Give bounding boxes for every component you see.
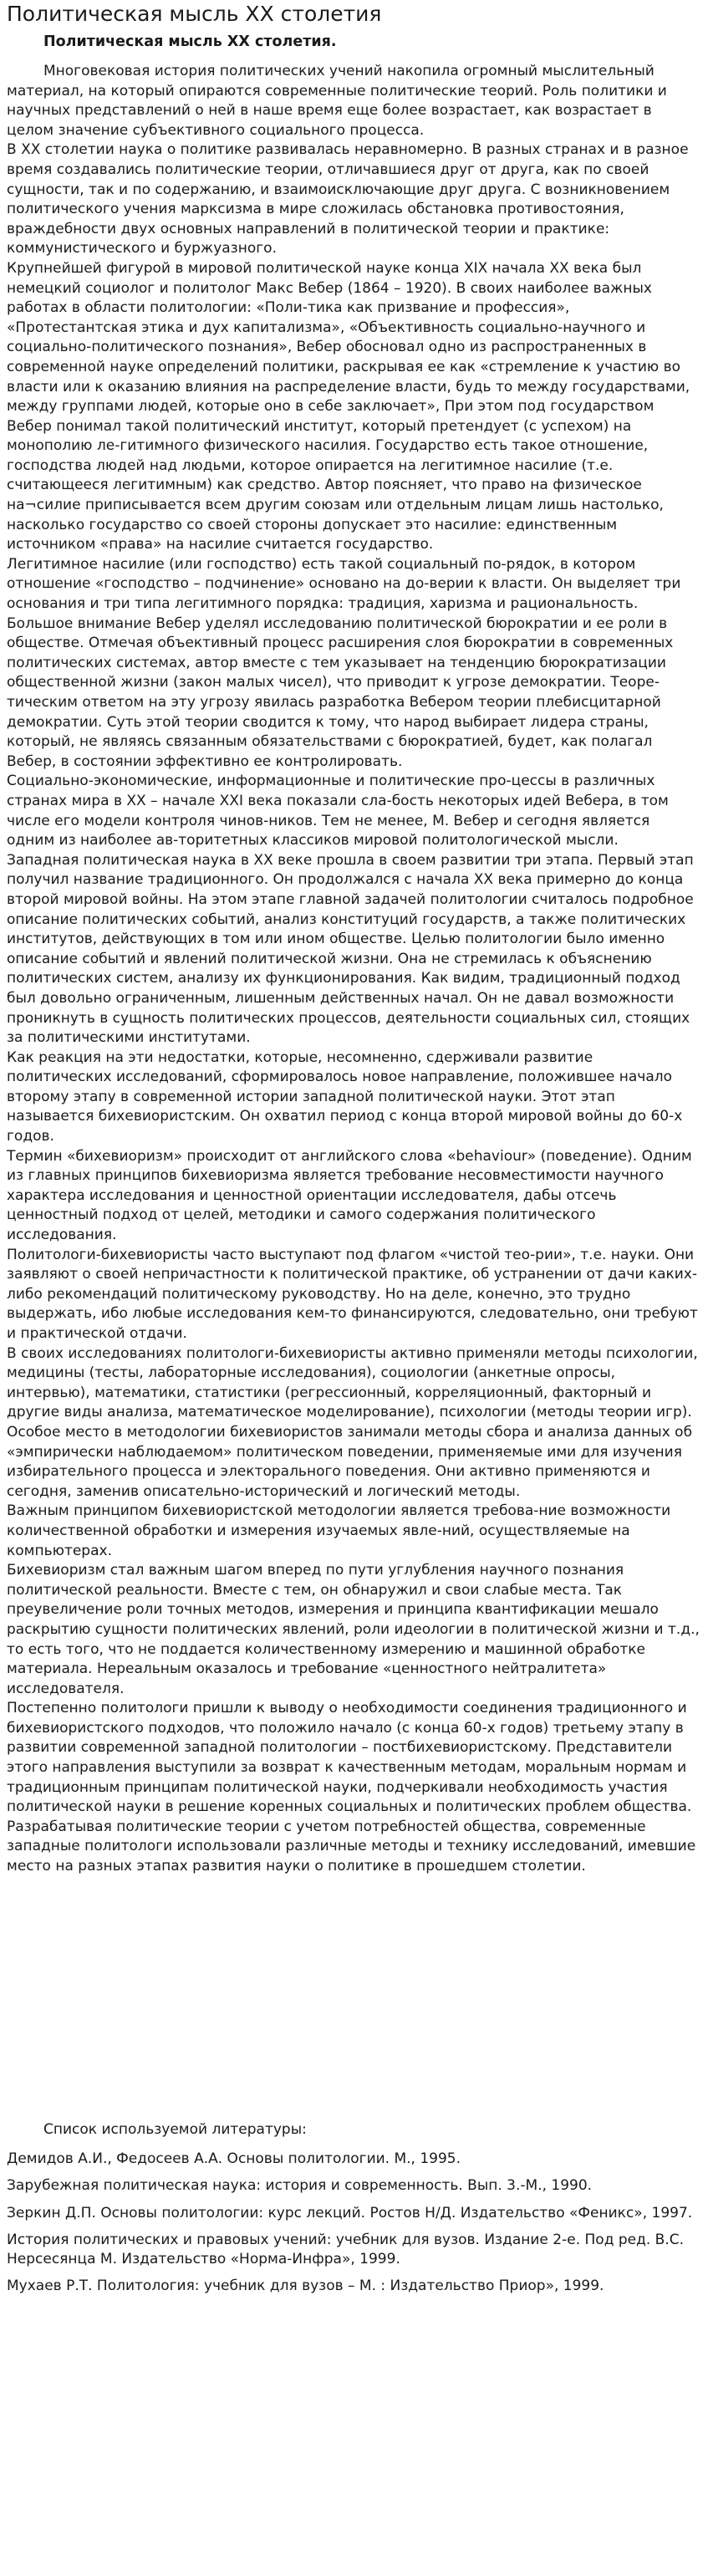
paragraph: Термин «бихевиоризм» происходит от английского слова «behaviour» (поведение). Одним из главных принципов бихевиоризма является требование несовместимости научного характера исследования и ценностной ориентации исследователя, дабы отсечь ценностный подход от целей, методики и самого содержания политического исследования. [7,1147,692,1244]
paragraph: Большое внимание Вебер уделял исследованию политической бюрократии и ее роли в обществе. Отмечая объективный процесс расширения слоя бюрократии в современных политических системах, автор вместе с тем указывает на тенденцию бюрократизации общественной жизни (закон малых чисел), что приводит к угрозе демократии. Теоре-тическим ответом на эту угрозу явилась разработка Вебером теории плебисцитарной демократии. Суть этой теории сводится к тому, что народ выбирает лидера страны, который, не являясь связанным обязательствами с бюрократией, будет, как полагал Вебер, в состоянии эффективно ее контролировать. [7,615,674,770]
paragraph: Разрабатывая политические теории с учетом потребностей общества, современные западные политологи использовали различные методы и технику исследований, имевшие место на разных этапах развития науки о политике в прошедшем столетии. [7,1818,696,1875]
paragraph: Важным принципом бихевиористской методологии является требова-ние возможности количественной обработки и измерения изучаемых явле-ний, осуществляемые на компьютерах. [7,1502,671,1559]
bibliography [7,2119,700,2296]
paragraph: Социально-экономические, информационные и политические про-цессы в различных странах мира в XX – начале XXI века показали сла-бость некоторых идей Вебера, в том числе его модели контроля чинов-ников. Тем не менее, М. Вебер и сегодня является одним из наиболее ав-торитетных классиков мировой политологической мысли. [7,773,669,849]
bibliography-item: История политических и правовых учений: учебник для вузов. Издание 2-е. Под ред. В.С. Нерсесянца М. Издательство «Норма-Инфра», 1999. [7,2232,684,2267]
paragraph: Как реакция на эти недостатки, которые, несомненно, сдерживали развитие политических исследований, сформировалось новое направление, положившее начало второму этапу в современной истории западной политической науки. Этот этап называется бихевиористским. Он охватил период с конца второй мировой войны до 60-х годов. [7,1048,683,1145]
page-title: Политическая мысль XX столетия [7,2,382,26]
bibliography-item: Зеркин Д.П. Основы политологии: курс лекций. Ростов Н/Д. Издательство «Феникс», 1997. [7,2204,693,2221]
document-body [7,62,700,1877]
paragraph: Бихевиоризм стал важным шагом вперед по пути углубления научного познания политической реальности. Вместе с тем, он обнаружил и свои слабые места. Так преувеличение роли точных методов, измерения и принципа квантификации мешало раскрытию сущности политических явлений, роли идеологии в политической жизни и т.д., то есть того, что не поддается количественному измерению и машинной обработке материала. Нереальным оказалось и требование «ценностного нейтралитета» исследователя. [7,1562,700,1697]
paragraph: Крупнейшей фигурой в мировой политической науке конца XIX начала XX века был немецкий социолог и политолог Макс Вебер (1864 – 1920). В своих наиболее важных работах в области политологии: «Поли-тика как призвание и профессия», «Протестантская этика и дух капитализма», «Объективность социально-научного и социально-политического познания», Вебер обосновал одно из распространенных в современной науке определений политики, раскрывая ее как «стремление к участию во власти или к оказанию влияния на распределение власти, будь то между государствами, между группами людей, которые оно в себе заключает», При этом под государством Вебер понимал такой политический институт, который претендует (с успехом) на монополию ле-гитимного физического насилия. Государство есть такое отношение, господства людей над людьми, которое опирается на легитимное насилие (т.е. считающееся легитимным) как средство. Автор поясняет, что право на физическое на¬силие приписывается всем другим союзам или отдельным лицам лишь настолько, насколько государство со своей стороны допускает это насилие: единственным источником «права» на насилие считается государство. [7,259,690,553]
paragraph: Политологи-бихевиористы часто выступают под флагом «чистой тео-рии», т.е. науки. Они заявляют о своей непричастности к политической практике, об устранении от дачи каких-либо рекомендаций политическому руководству. Но на деле, конечно, это трудно выдержать, ибо любые исследования кем-то финансируются, следовательно, они требуют и практической отдачи. [7,1246,698,1342]
paragraph: В XX столетии наука о политике развивалась неравномерно. В разных странах и в разное время создавались политические теории, отличавшиеся друг от друга, как по своей сущности, так и по содержанию, и взаимоисключающие друг друга. С возникновением политического учения марксизма в мире сложилась обстановка противостояния, враждебности двух основных направлений в политической теории и практике: коммунистического и буржуазного. [7,141,689,258]
bibliography-title: Список используемой литературы: [43,2120,307,2138]
bibliography-item: Мухаев Р.Т. Политология: учебник для вузов – М. : Издательство Приор», 1999. [7,2278,604,2295]
paragraph: В своих исследованиях политологи-бихевиористы активно применяли методы психологии, медицины (тесты, лабораторные исследования), социологии (анкетные опросы, интервью), математики, статистики (регрессионный, корреляционный, факторный и другие виды анализа, математическое моделирование), психологии (методы теории игр). Особое место в методологии бихевиористов занимали методы сбора и анализа данных об «эмпирически наблюдаемом» политическом поведении, применяемые ими для изучения избирательного процесса и электорального поведения. Они активно применяются и сегодня, заменив описательно-исторический и логический методы. [7,1344,698,1500]
paragraph: Легитимное насилие (или господство) есть такой социальный по-рядок, в котором отношение «господство – подчинение» основано на до-верии к власти. Он выделяет три основания и три типа легитимного порядка: традиция, харизма и рациональность. [7,555,681,613]
paragraph: Многовековая история политических учений накопила огромный мыслительный материал, на который опираются современные политические теорий. Роль политики и научных представлений о ней в наше время еще более возрастает, как возрастает в целом значение субъективного социального процесса. [7,63,667,139]
bibliography-item: Демидов А.И., Федосеев А.А. Основы политологии. М., 1995. [7,2150,461,2167]
paragraph: Западная политическая наука в XX веке прошла в своем развитии три этапа. Первый этап получил название традиционного. Он продолжался с начала XX века примерно до конца второй мировой войны. На этом этапе главной задачей политологии считалось подробное описание политических событий, анализ конституций государств, а также политических институтов, действующих в том или ином обществе. Целью политологии было именно описание событий и явлений политической жизни. Она не стремилась к объяснению политических систем, анализу их функционирования. Как видим, традиционный подход был довольно ограниченным, лишенным действенных начал. Он не давал возможности проникнуть в сущность политических процессов, деятельности социальных сил, стоящих за политическими институтами. [7,851,694,1047]
paragraph: Постепенно политологи пришли к выводу о необходимости соединения традиционного и бихевиористского подходов, что положило начало (с конца 60-х годов) третьему этапу в развитии современной западной политологии – постбихевиористскому. Представители этого направления выступили за возврат к качественным методам, моральным нормам и традиционным принципам политической науки, подчеркивали необходимость участия политической науки в решение коренных социальных и политических проблем общества. [7,1700,692,1816]
bibliography-item: Зарубежная политическая наука: история и современность. Вып. 3.-М., 1990. [7,2177,593,2195]
document-subtitle: Политическая мысль XX столетия. [43,33,337,50]
